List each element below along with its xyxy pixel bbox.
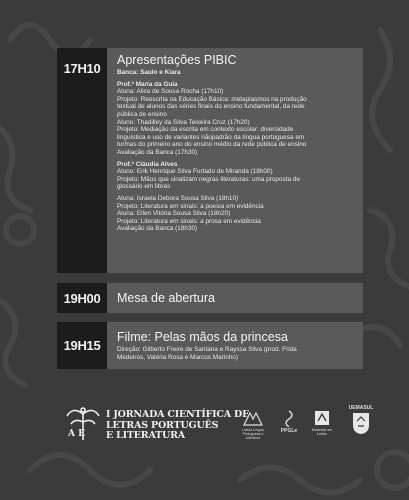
uemasul-logo-icon <box>344 405 378 436</box>
presentation-line: glossário em libras <box>117 183 171 191</box>
event-title-line: I JORNADA CIENTÍFICA DE <box>106 409 250 420</box>
presentation-line: textual de alunos das séries finais do ensino fundamental, da rede <box>117 103 305 111</box>
slot-time: 17H10 <box>57 48 107 273</box>
presentation-line: turmas do primeiro ano do ensino médio da rede pública de ensino <box>117 141 307 149</box>
slot-title: Mesa de abertura <box>117 291 215 305</box>
event-logo-letters: A E <box>68 429 85 439</box>
presentation-line: Aluna: Israela Debora Sousa Silva (18h10) <box>117 194 239 202</box>
presentation-line: Medeiros, Valéria Rosa e Marcus Marinho) <box>117 353 238 361</box>
slot-title: Apresentações PIBIC <box>117 53 237 67</box>
presentation-line: Aluno: Thadilley da Silva Teixeira Cruz (17h20) <box>117 118 250 126</box>
logo-caption: UEMASUL <box>348 405 374 411</box>
presentation-list <box>117 168 355 233</box>
schedule-slot-filme <box>57 322 363 369</box>
schedule-slot-mesa <box>57 283 363 313</box>
slot-title: Filme: Pelas mãos da princesa <box>117 330 288 344</box>
presentation-line: pública de ensino <box>117 110 167 118</box>
mestrado-logo-icon <box>308 409 336 436</box>
presentation-line: Projeto: Mãos que sinalizam negras literaturas: uma proposta de <box>117 175 300 183</box>
event-title <box>106 410 249 442</box>
presentation-line: Projeto: Mediação da escrita em contexto escolar: diversidade <box>117 126 294 134</box>
professor-name: Prof.ª Cláudia Alves <box>117 160 178 168</box>
film-credits <box>117 346 355 361</box>
slot-panel <box>107 48 363 273</box>
professor-name: Prof.ª Maria da Guia <box>117 80 178 88</box>
schedule-slot-pibic <box>57 48 363 273</box>
presentation-line: Projeto: Literatura em sinais: a poesia em evidência <box>117 202 264 210</box>
presentation-line: Direção: Gilberto Freire de Santana e Rayssa Silva (prod. Frida <box>117 346 297 353</box>
presentation-line: Avaliação da Banca (17h30) <box>117 148 198 156</box>
presentation-list <box>117 88 355 156</box>
logo-caption: PPGLe <box>280 428 298 434</box>
presentation-line: Projeto: Literatura em sinais: a prosa em evidência <box>117 217 261 225</box>
banca-label: Banca: Saulo e Kiara <box>117 69 181 76</box>
logo-caption: Mestrado em Letras <box>311 428 333 436</box>
slot-panel <box>107 283 363 313</box>
slot-time: 19H15 <box>57 322 107 369</box>
presentation-line: Aluno: Erik Henrique Silva Furtado de Miranda (18h00) <box>117 168 273 176</box>
presentation-line: Avaliação da Banca (18h30) <box>117 225 198 233</box>
event-title-line: LETRAS PORTUGUÊS <box>106 419 219 431</box>
presentation-line: Aluna: Ellen Vitória Sousa Silva (18h20) <box>117 210 231 218</box>
presentation-line: linguística e uso de variantes nãopadrão da língua portuguesa em <box>117 133 305 141</box>
logo-caption: Letras Língua Portuguesa e Literatura <box>242 428 264 440</box>
event-title-line: E LITERATURA <box>106 430 185 441</box>
presentation-line: Projeto: Reescrita na Educação Básica: metaplasmos na produção <box>117 95 307 103</box>
letras-logo-icon <box>236 411 270 440</box>
presentation-line: Aluna: Alice de Sousa Rocha (17h10) <box>117 88 224 96</box>
slot-panel <box>107 322 363 369</box>
slot-time: 19H00 <box>57 283 107 313</box>
partner-logos <box>236 405 386 445</box>
ppgle-logo-icon <box>276 409 302 434</box>
event-logo-icon <box>62 402 104 444</box>
